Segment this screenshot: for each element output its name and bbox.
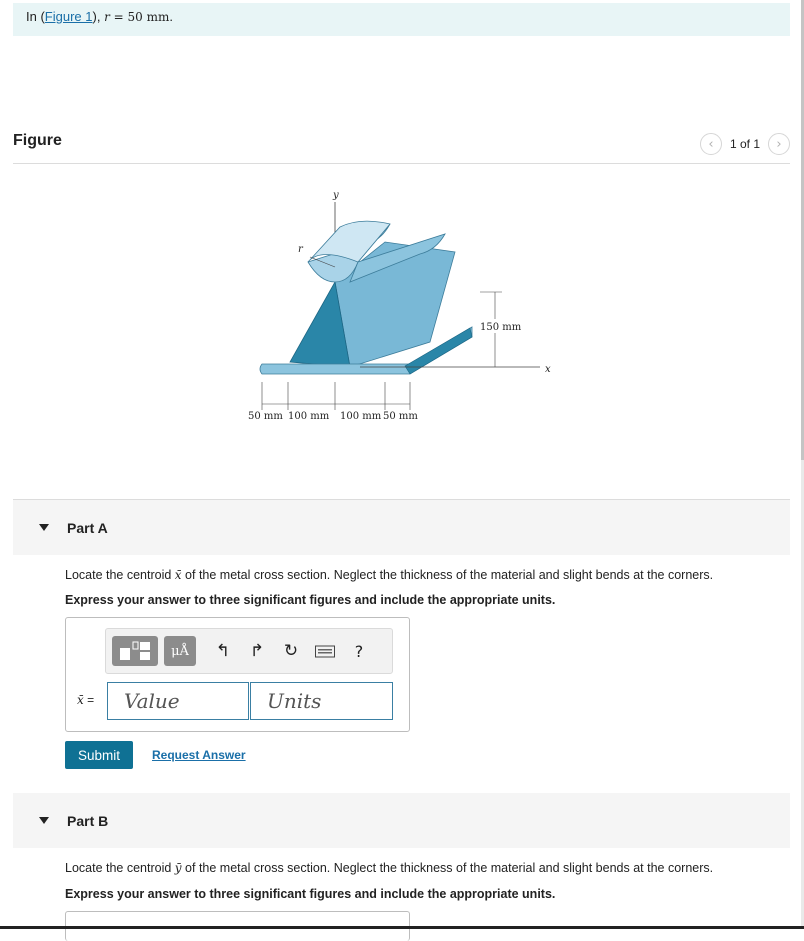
figure-divider: [13, 163, 790, 164]
request-answer-link[interactable]: Request Answer: [152, 748, 246, 762]
axis-label-x: x: [545, 364, 551, 375]
part-a-title: Part A: [67, 519, 108, 536]
pager-text: 1 of 1: [729, 137, 760, 151]
metal-cross-section-figure: [240, 182, 570, 427]
radius-variable: r: [104, 10, 110, 24]
answer-input-box: [65, 617, 410, 732]
figure-heading: Figure: [13, 132, 62, 149]
chevron-left-icon[interactable]: ‹: [700, 133, 722, 155]
dimension-height: 150 mm: [480, 322, 522, 333]
intro-prefix: In (: [26, 9, 45, 24]
help-button[interactable]: ?: [354, 641, 364, 661]
part-b-instructions: Express your answer to three significant figures and include the appropriate units.: [65, 887, 556, 901]
intro-suffix: ),: [92, 9, 105, 24]
templates-icon[interactable]: [112, 636, 158, 666]
part-a-header[interactable]: [13, 500, 790, 555]
figure-pager: [700, 133, 790, 155]
centroid-x-symbol: x̄: [174, 568, 182, 582]
collapse-caret-icon[interactable]: [39, 524, 49, 531]
undo-icon[interactable]: ↰: [215, 641, 231, 661]
part-b-question: Locate the centroid ȳ of the metal cross section. Neglect the thickness of the material and slight bends at the corners.: [65, 861, 714, 875]
part-b-title: Part B: [67, 812, 109, 829]
radius-value: = 50 mm: [109, 10, 170, 24]
dimension-1: 50 mm: [248, 411, 283, 422]
dimension-4: 50 mm: [383, 411, 418, 422]
part-b-header[interactable]: [13, 793, 790, 848]
redo-icon[interactable]: ↱: [249, 641, 265, 661]
units-input[interactable]: Units: [250, 682, 393, 720]
value-input[interactable]: Value: [107, 682, 249, 720]
radius-label: r: [298, 244, 303, 255]
part-a-instructions: Express your answer to three significant figures and include the appropriate units.: [65, 593, 556, 607]
submit-button[interactable]: Submit: [65, 741, 133, 769]
units-button[interactable]: μÅ: [164, 636, 196, 666]
dimension-2: 100 mm: [288, 411, 330, 422]
dimension-3: 100 mm: [340, 411, 382, 422]
answer-variable-label: x̄ =: [77, 693, 95, 707]
keyboard-icon[interactable]: [308, 636, 342, 666]
centroid-y-symbol: ȳ: [174, 861, 182, 875]
figure-link[interactable]: Figure 1: [44, 9, 93, 24]
reset-icon[interactable]: ↻: [283, 641, 299, 661]
intro-period: .: [169, 9, 173, 24]
collapse-caret-icon[interactable]: [39, 817, 49, 824]
chevron-right-icon[interactable]: ›: [768, 133, 790, 155]
part-a-question: Locate the centroid x̄ of the metal cross section. Neglect the thickness of the material and slight bends at the corners.: [65, 568, 714, 582]
axis-label-y: y: [333, 190, 339, 201]
problem-statement-banner: [13, 3, 790, 36]
math-toolbar: [105, 628, 393, 674]
